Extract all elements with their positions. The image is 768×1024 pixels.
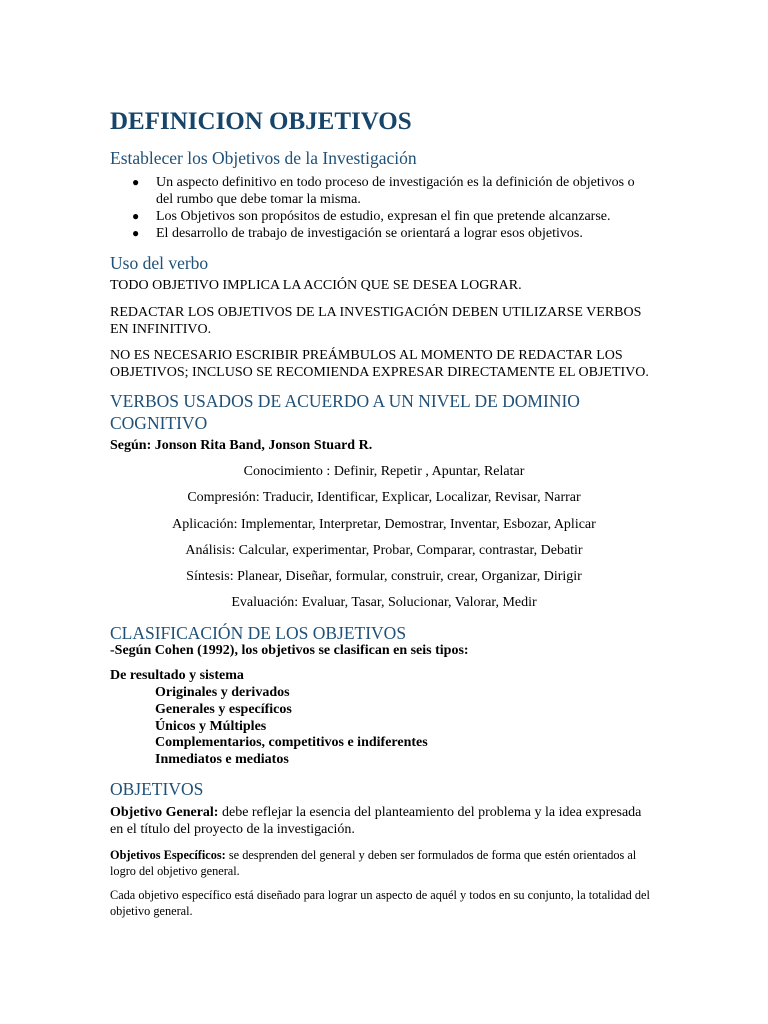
bullet-icon: ● — [132, 175, 140, 189]
section-heading: Establecer los Objetivos de la Investigación — [110, 148, 417, 168]
verb-level: Síntesis: Planear, Diseñar, formular, construir, crear, Organizar, Dirigir — [186, 569, 582, 585]
paragraph: REDACTAR LOS OBJETIVOS DE LA INVESTIGACIÓN DEBEN UTILIZARSE VERBOS EN INFINITIVO. — [110, 305, 642, 337]
bullet-icon: ● — [132, 209, 140, 223]
general-text: debe reflejar la esencia del planteamiento del problema y la idea expresada en el título del proyecto de la investigación. — [110, 805, 642, 837]
paragraph: NO ES NECESARIO ESCRIBIR PREÁMBULOS AL MOMENTO DE REDACTAR LOS OBJETIVOS; INCLUSO SE RECOMIENDA EXPRESAR DIRECTAMENTE EL OBJETIVO. — [110, 348, 649, 380]
section-heading: OBJETIVOS — [110, 779, 204, 799]
verb-level: Aplicación: Implementar, Interpretar, Demostrar, Inventar, Esbozar, Aplicar — [172, 516, 596, 532]
classification-type: Únicos y Múltiples — [155, 718, 267, 734]
list-item — [110, 208, 655, 225]
verb-levels — [0, 459, 768, 617]
classification-type: Complementarios, competitivos e indiferentes — [155, 735, 428, 751]
bullet-icon: ● — [132, 226, 140, 240]
list-item-text: El desarrollo de trabajo de investigación se orientará a lograr esos objetivos. — [156, 226, 583, 241]
section-heading: CLASIFICACIÓN DE LOS OBJETIVOS — [110, 623, 407, 643]
classification-type: Originales y derivados — [155, 685, 290, 700]
source-note: Según: Jonson Rita Band, Jonson Stuard R. — [110, 438, 373, 453]
classification-intro: -Según Cohen (1992), los objetivos se clasifican en seis tipos: — [110, 643, 469, 658]
specific-objectives — [110, 848, 660, 879]
verb-level: Análisis: Calcular, experimentar, Probar, Comparar, contrastar, Debatir — [185, 542, 583, 558]
list-item — [110, 225, 655, 242]
page-title: DEFINICION OBJETIVOS — [110, 108, 412, 135]
specific-text: se desprenden del general y deben ser formulados de forma que estén orientados al logro del objetivo general. — [110, 848, 637, 878]
classification-type: Inmediatos e mediatos — [155, 752, 289, 768]
bullet-list — [110, 174, 655, 242]
classification-type: De resultado y sistema — [110, 668, 244, 683]
general-objective — [110, 805, 655, 838]
paragraph: TODO OBJETIVO IMPLICA LA ACCIÓN QUE SE DESEA LOGRAR. — [110, 278, 522, 293]
list-item-text: Los Objetivos son propósitos de estudio, expresan el fin que pretende alcanzarse. — [156, 209, 611, 224]
list-item — [110, 174, 655, 208]
specific-label: Objetivos Específicos: — [110, 848, 226, 862]
general-label: Objetivo General: — [110, 805, 219, 820]
section-heading: VERBOS USADOS DE ACUERDO A UN NIVEL DE DOMINIO COGNITIVO — [110, 391, 580, 433]
closing-paragraph: Cada objetivo específico está diseñado para lograr un aspecto de aquél y todos en su conjunto, la totalidad del objetivo general. — [110, 888, 650, 918]
classification-type: Generales y específicos — [155, 701, 292, 717]
classification-list — [110, 685, 670, 769]
verb-level: Evaluación: Evaluar, Tasar, Solucionar, Valorar, Medir — [231, 595, 537, 611]
list-item-text: Un aspecto definitivo en todo proceso de investigación es la definición de objetivos o del rumbo que debe tomar la misma. — [156, 175, 635, 207]
section-heading: Uso del verbo — [110, 253, 209, 273]
verb-level: Conocimiento : Definir, Repetir , Apuntar, Relatar — [243, 464, 525, 479]
verb-level: Compresión: Traducir, Identificar, Explicar, Localizar, Revisar, Narrar — [187, 490, 581, 506]
